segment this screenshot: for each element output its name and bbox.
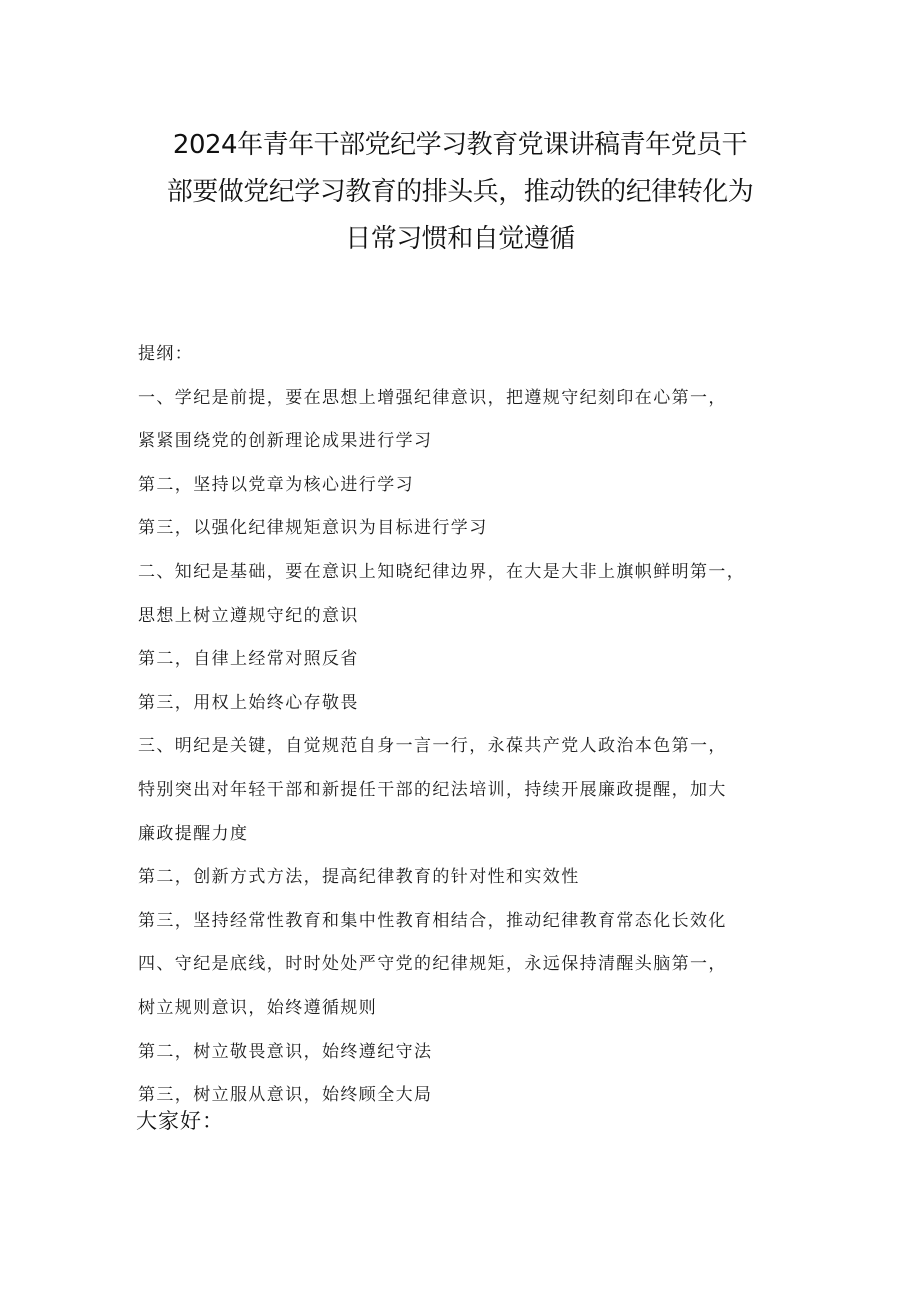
outline-line: 第三，用权上始终心存敬畏: [138, 692, 359, 713]
outline-line: 第二，自律上经常对照反省: [138, 649, 359, 670]
outline-line: 第二，坚持以党章为核心进行学习: [138, 474, 414, 495]
outline-line: 第二，树立敬畏意识，始终遵纪守法: [138, 1041, 433, 1062]
outline-line: 三、明纪是关键，自觉规范自身一言一行，永葆共产党人政治本色第一，: [138, 736, 727, 757]
outline-line: 思想上树立遵规守纪的意识: [138, 605, 359, 626]
title-line: 日常习惯和自觉遵循: [345, 224, 575, 254]
outline-line: 第三，坚持经常性教育和集中性教育相结合，推动纪律教育常态化长效化: [138, 910, 727, 931]
outline-line: 廉政提醒力度: [138, 823, 249, 844]
greeting-text: 大家好：: [136, 1109, 224, 1133]
outline-line: 紧紧围绕党的创新理论成果进行学习: [138, 431, 433, 452]
outline-line: 第三，以强化纪律规矩意识为目标进行学习: [138, 518, 488, 539]
document-title: [60, 122, 860, 263]
outline-heading: 提纲：: [138, 344, 194, 364]
title-line: 2024年青年干部党纪学习教育党课讲稿青年党员干: [172, 130, 748, 160]
outline-section: [138, 337, 858, 1122]
outline-line: 树立规则意识，始终遵循规则: [138, 997, 378, 1018]
outline-line: 二、知纪是基础，要在意识上知晓纪律边界，在大是大非上旗帜鲜明第一，: [138, 561, 746, 582]
outline-line: 第三，树立服从意识，始终顾全大局: [138, 1085, 433, 1106]
outline-line: 特别突出对年轻干部和新提任干部的纪法培训，持续开展廉政提醒，加大: [138, 779, 727, 800]
outline-line: 第二，创新方式方法，提高纪律教育的针对性和实效性: [138, 867, 580, 888]
outline-line: 一、学纪是前提，要在思想上增强纪律意识，把遵规守纪刻印在心第一，: [138, 387, 727, 408]
outline-line: 四、守纪是底线，时时处处严守党的纪律规矩，永远保持清醒头脑第一，: [138, 954, 727, 975]
title-line: 部要做党纪学习教育的排头兵，推动铁的纪律转化为: [166, 177, 754, 207]
